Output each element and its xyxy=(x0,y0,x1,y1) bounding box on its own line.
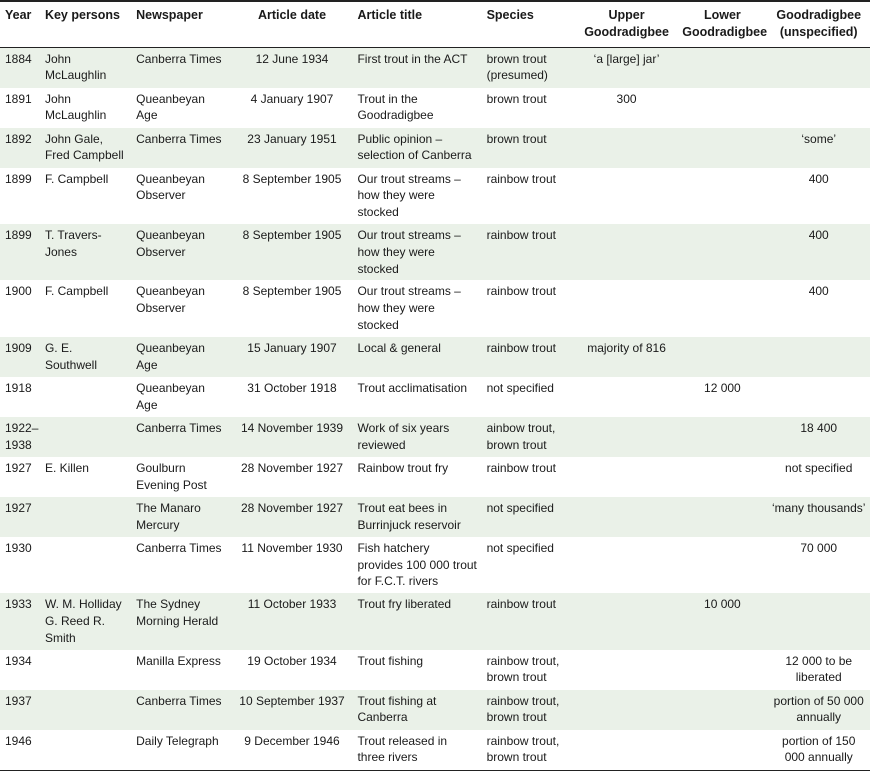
table-row xyxy=(0,377,870,417)
cell-lower-goodradigbee xyxy=(677,224,766,280)
cell-lower-goodradigbee xyxy=(677,280,766,336)
cell-newspaper: Manilla Express xyxy=(136,653,221,668)
table-row xyxy=(0,690,870,730)
cell-species: not specified xyxy=(486,540,554,555)
cell-species: rainbow trout xyxy=(486,597,556,612)
table-row xyxy=(0,337,870,377)
cell-upper-goodradigbee xyxy=(575,497,677,537)
cell-newspaper: The Manaro Mercury xyxy=(136,500,201,532)
cell-upper-goodradigbee xyxy=(575,593,677,649)
cell-goodradigbee-unspecified: 400 xyxy=(808,284,829,299)
cell-upper-goodradigbee xyxy=(575,417,677,457)
cell-year: 1930 xyxy=(5,540,32,555)
header-article-title: Article title xyxy=(357,8,423,22)
cell-article-title: First trout in the ACT xyxy=(357,51,468,66)
cell-year: 1899 xyxy=(5,171,32,186)
cell-lower-goodradigbee: 10 000 xyxy=(704,597,741,612)
cell-key-persons: F. Campbell xyxy=(44,284,109,299)
cell-goodradigbee-unspecified: 70 000 xyxy=(800,540,838,555)
cell-year: 1891 xyxy=(5,91,32,106)
cell-key-persons: G. E. Southwell xyxy=(44,340,97,372)
cell-year: 1922–1938 xyxy=(5,420,39,452)
cell-year: 1933 xyxy=(5,597,32,612)
cell-article-date: 19 October 1934 xyxy=(247,653,337,668)
cell-species: rainbow trout, brown trout xyxy=(486,693,560,725)
cell-key-persons xyxy=(40,537,131,593)
cell-year: 1927 xyxy=(5,500,32,515)
cell-year: 1918 xyxy=(5,380,32,395)
cell-species: rainbow trout xyxy=(486,171,556,186)
cell-upper-goodradigbee xyxy=(575,537,677,593)
cell-goodradigbee-unspecified: 400 xyxy=(808,171,829,186)
cell-article-title: Trout in the Goodradigbee xyxy=(357,91,434,123)
header-article-date: Article date xyxy=(257,8,327,22)
cell-newspaper: Daily Telegraph xyxy=(136,733,219,748)
table-row xyxy=(0,224,870,280)
cell-goodradigbee-unspecified xyxy=(766,337,870,377)
cell-newspaper: Queanbeyan Age xyxy=(136,380,205,412)
cell-key-persons xyxy=(40,650,131,690)
table-row xyxy=(0,280,870,336)
table-row xyxy=(0,730,870,771)
table-row xyxy=(0,128,870,168)
cell-article-title: Our trout streams – how they were stocked xyxy=(357,227,461,276)
table-row xyxy=(0,497,870,537)
cell-article-title: Public opinion – selection of Canberra xyxy=(357,131,472,163)
cell-newspaper: Canberra Times xyxy=(136,131,222,146)
cell-newspaper: Queanbeyan Observer xyxy=(136,227,205,259)
cell-goodradigbee-unspecified: 400 xyxy=(808,227,829,242)
cell-goodradigbee-unspecified: ‘many thousands’ xyxy=(772,500,866,515)
cell-goodradigbee-unspecified xyxy=(766,377,870,417)
cell-newspaper: Queanbeyan Age xyxy=(136,340,205,372)
cell-newspaper: The Sydney Morning Herald xyxy=(136,597,219,628)
cell-article-title: Our trout streams – how they were stocked xyxy=(357,171,461,220)
cell-newspaper: Queanbeyan Age xyxy=(136,91,205,123)
cell-newspaper: Canberra Times xyxy=(136,693,222,708)
cell-article-date: 4 January 1907 xyxy=(250,91,334,106)
cell-species: ainbow trout, brown trout xyxy=(486,420,556,452)
cell-article-date: 8 September 1905 xyxy=(242,171,342,186)
cell-upper-goodradigbee xyxy=(575,280,677,336)
cell-lower-goodradigbee xyxy=(677,730,766,771)
cell-key-persons: T. Travers-Jones xyxy=(44,227,102,259)
cell-year: 1934 xyxy=(5,653,32,668)
cell-article-date: 11 October 1933 xyxy=(247,597,337,612)
cell-key-persons xyxy=(40,730,131,771)
cell-lower-goodradigbee xyxy=(677,88,766,128)
cell-upper-goodradigbee xyxy=(575,457,677,497)
header-year: Year xyxy=(5,8,32,22)
cell-lower-goodradigbee xyxy=(677,168,766,224)
cell-article-date: 28 November 1927 xyxy=(240,460,344,475)
cell-year: 1900 xyxy=(5,284,32,299)
cell-year: 1899 xyxy=(5,227,32,242)
cell-goodradigbee-unspecified xyxy=(766,88,870,128)
header-upper-goodradigbee: Upper Goodradigbee xyxy=(584,8,669,39)
cell-upper-goodradigbee: majority of 816 xyxy=(587,340,666,355)
cell-goodradigbee-unspecified: 12 000 to be liberated xyxy=(785,653,853,685)
cell-key-persons xyxy=(40,690,131,730)
cell-lower-goodradigbee xyxy=(677,417,766,457)
cell-article-title: Trout fry liberated xyxy=(357,597,452,612)
cell-newspaper: Queanbeyan Observer xyxy=(136,284,205,316)
cell-species: brown trout xyxy=(486,91,547,106)
cell-lower-goodradigbee xyxy=(677,128,766,168)
header-newspaper: Newspaper xyxy=(136,8,203,22)
header-species: Species xyxy=(486,8,534,22)
table-row xyxy=(0,47,870,88)
cell-key-persons xyxy=(40,377,131,417)
cell-key-persons xyxy=(40,417,131,457)
cell-article-date: 8 September 1905 xyxy=(242,227,342,242)
table-body xyxy=(0,47,870,770)
cell-species: rainbow trout xyxy=(486,460,556,475)
cell-goodradigbee-unspecified: ‘some’ xyxy=(801,131,837,146)
cell-article-date: 9 December 1946 xyxy=(244,733,340,748)
cell-article-date: 15 January 1907 xyxy=(247,340,337,355)
table-header xyxy=(0,1,870,47)
cell-article-date: 23 January 1951 xyxy=(247,131,337,146)
cell-upper-goodradigbee xyxy=(575,168,677,224)
cell-species: not specified xyxy=(486,500,554,515)
cell-key-persons xyxy=(40,497,131,537)
cell-article-date: 10 September 1937 xyxy=(239,693,345,708)
cell-article-title: Work of six years reviewed xyxy=(357,420,450,452)
table-row xyxy=(0,650,870,690)
cell-lower-goodradigbee xyxy=(677,650,766,690)
cell-newspaper: Goulburn Evening Post xyxy=(136,460,207,492)
cell-lower-goodradigbee xyxy=(677,497,766,537)
cell-upper-goodradigbee: ‘a [large] jar’ xyxy=(593,51,660,66)
cell-year: 1892 xyxy=(5,131,32,146)
cell-year: 1937 xyxy=(5,693,32,708)
cell-newspaper: Canberra Times xyxy=(136,51,222,66)
cell-article-title: Trout acclimatisation xyxy=(357,380,468,395)
cell-lower-goodradigbee xyxy=(677,337,766,377)
table-row xyxy=(0,88,870,128)
cell-newspaper: Canberra Times xyxy=(136,540,222,555)
cell-article-date: 8 September 1905 xyxy=(242,284,342,299)
cell-year: 1927 xyxy=(5,460,32,475)
cell-upper-goodradigbee xyxy=(575,128,677,168)
cell-article-date: 31 October 1918 xyxy=(247,380,337,395)
cell-goodradigbee-unspecified: portion of 50 000 annually xyxy=(773,693,864,725)
cell-goodradigbee-unspecified: not specified xyxy=(785,460,853,475)
cell-lower-goodradigbee xyxy=(677,537,766,593)
cell-goodradigbee-unspecified: portion of 150 000 annually xyxy=(782,733,856,765)
cell-upper-goodradigbee xyxy=(575,224,677,280)
cell-article-date: 12 June 1934 xyxy=(255,51,329,66)
cell-upper-goodradigbee: 300 xyxy=(616,91,637,106)
cell-article-title: Fish hatchery provides 100 000 trout for F.C.T. rivers xyxy=(357,540,477,589)
cell-newspaper: Queanbeyan Observer xyxy=(136,171,205,203)
cell-key-persons: John Gale, Fred Campbell xyxy=(44,131,124,163)
header-key-persons: Key persons xyxy=(44,8,120,22)
cell-lower-goodradigbee: 12 000 xyxy=(704,380,741,395)
cell-species: brown trout xyxy=(486,131,547,146)
cell-article-date: 11 November 1930 xyxy=(241,540,343,555)
cell-upper-goodradigbee xyxy=(575,377,677,417)
table-row xyxy=(0,593,870,649)
header-goodradigbee-unspecified: Goodradigbee (unspecified) xyxy=(776,8,862,39)
cell-lower-goodradigbee xyxy=(677,47,766,88)
cell-article-title: Local & general xyxy=(357,340,441,355)
cell-key-persons: John McLaughlin xyxy=(44,51,107,83)
cell-upper-goodradigbee xyxy=(575,650,677,690)
cell-year: 1884 xyxy=(5,51,32,66)
cell-goodradigbee-unspecified xyxy=(766,47,870,88)
table-row xyxy=(0,417,870,457)
cell-key-persons: E. Killen xyxy=(44,460,89,475)
cell-upper-goodradigbee xyxy=(575,690,677,730)
table-row xyxy=(0,168,870,224)
cell-article-title: Trout fishing xyxy=(357,653,424,668)
cell-key-persons: John McLaughlin xyxy=(44,91,107,123)
cell-upper-goodradigbee xyxy=(575,730,677,771)
cell-article-title: Trout released in three rivers xyxy=(357,733,448,765)
cell-article-date: 14 November 1939 xyxy=(240,420,344,435)
table-row xyxy=(0,537,870,593)
cell-article-title: Our trout streams – how they were stocked xyxy=(357,284,461,332)
header-lower-goodradigbee: Lower Goodradigbee xyxy=(682,8,768,39)
cell-key-persons: F. Campbell xyxy=(44,171,109,186)
cell-lower-goodradigbee xyxy=(677,457,766,497)
cell-lower-goodradigbee xyxy=(677,690,766,730)
cell-year: 1946 xyxy=(5,733,32,748)
cell-species: rainbow trout xyxy=(486,284,556,299)
cell-species: rainbow trout xyxy=(486,340,556,355)
table-row xyxy=(0,457,870,497)
cell-species: not specified xyxy=(486,380,554,395)
cell-species: rainbow trout xyxy=(486,227,556,242)
cell-key-persons: W. M. Holliday G. Reed R. Smith xyxy=(44,597,122,645)
cell-article-date: 28 November 1927 xyxy=(240,500,344,515)
cell-year: 1909 xyxy=(5,340,32,355)
cell-goodradigbee-unspecified xyxy=(766,593,870,649)
cell-goodradigbee-unspecified: 18 400 xyxy=(800,420,838,435)
cell-species: brown trout (presumed) xyxy=(486,51,548,83)
cell-species: rainbow trout, brown trout xyxy=(486,733,560,765)
cell-article-title: Trout eat bees in Burrinjuck reservoir xyxy=(357,500,461,532)
cell-species: rainbow trout, brown trout xyxy=(486,653,560,685)
cell-article-title: Trout fishing at Canberra xyxy=(357,693,437,725)
cell-article-title: Rainbow trout fry xyxy=(357,460,449,475)
cell-newspaper: Canberra Times xyxy=(136,420,222,435)
